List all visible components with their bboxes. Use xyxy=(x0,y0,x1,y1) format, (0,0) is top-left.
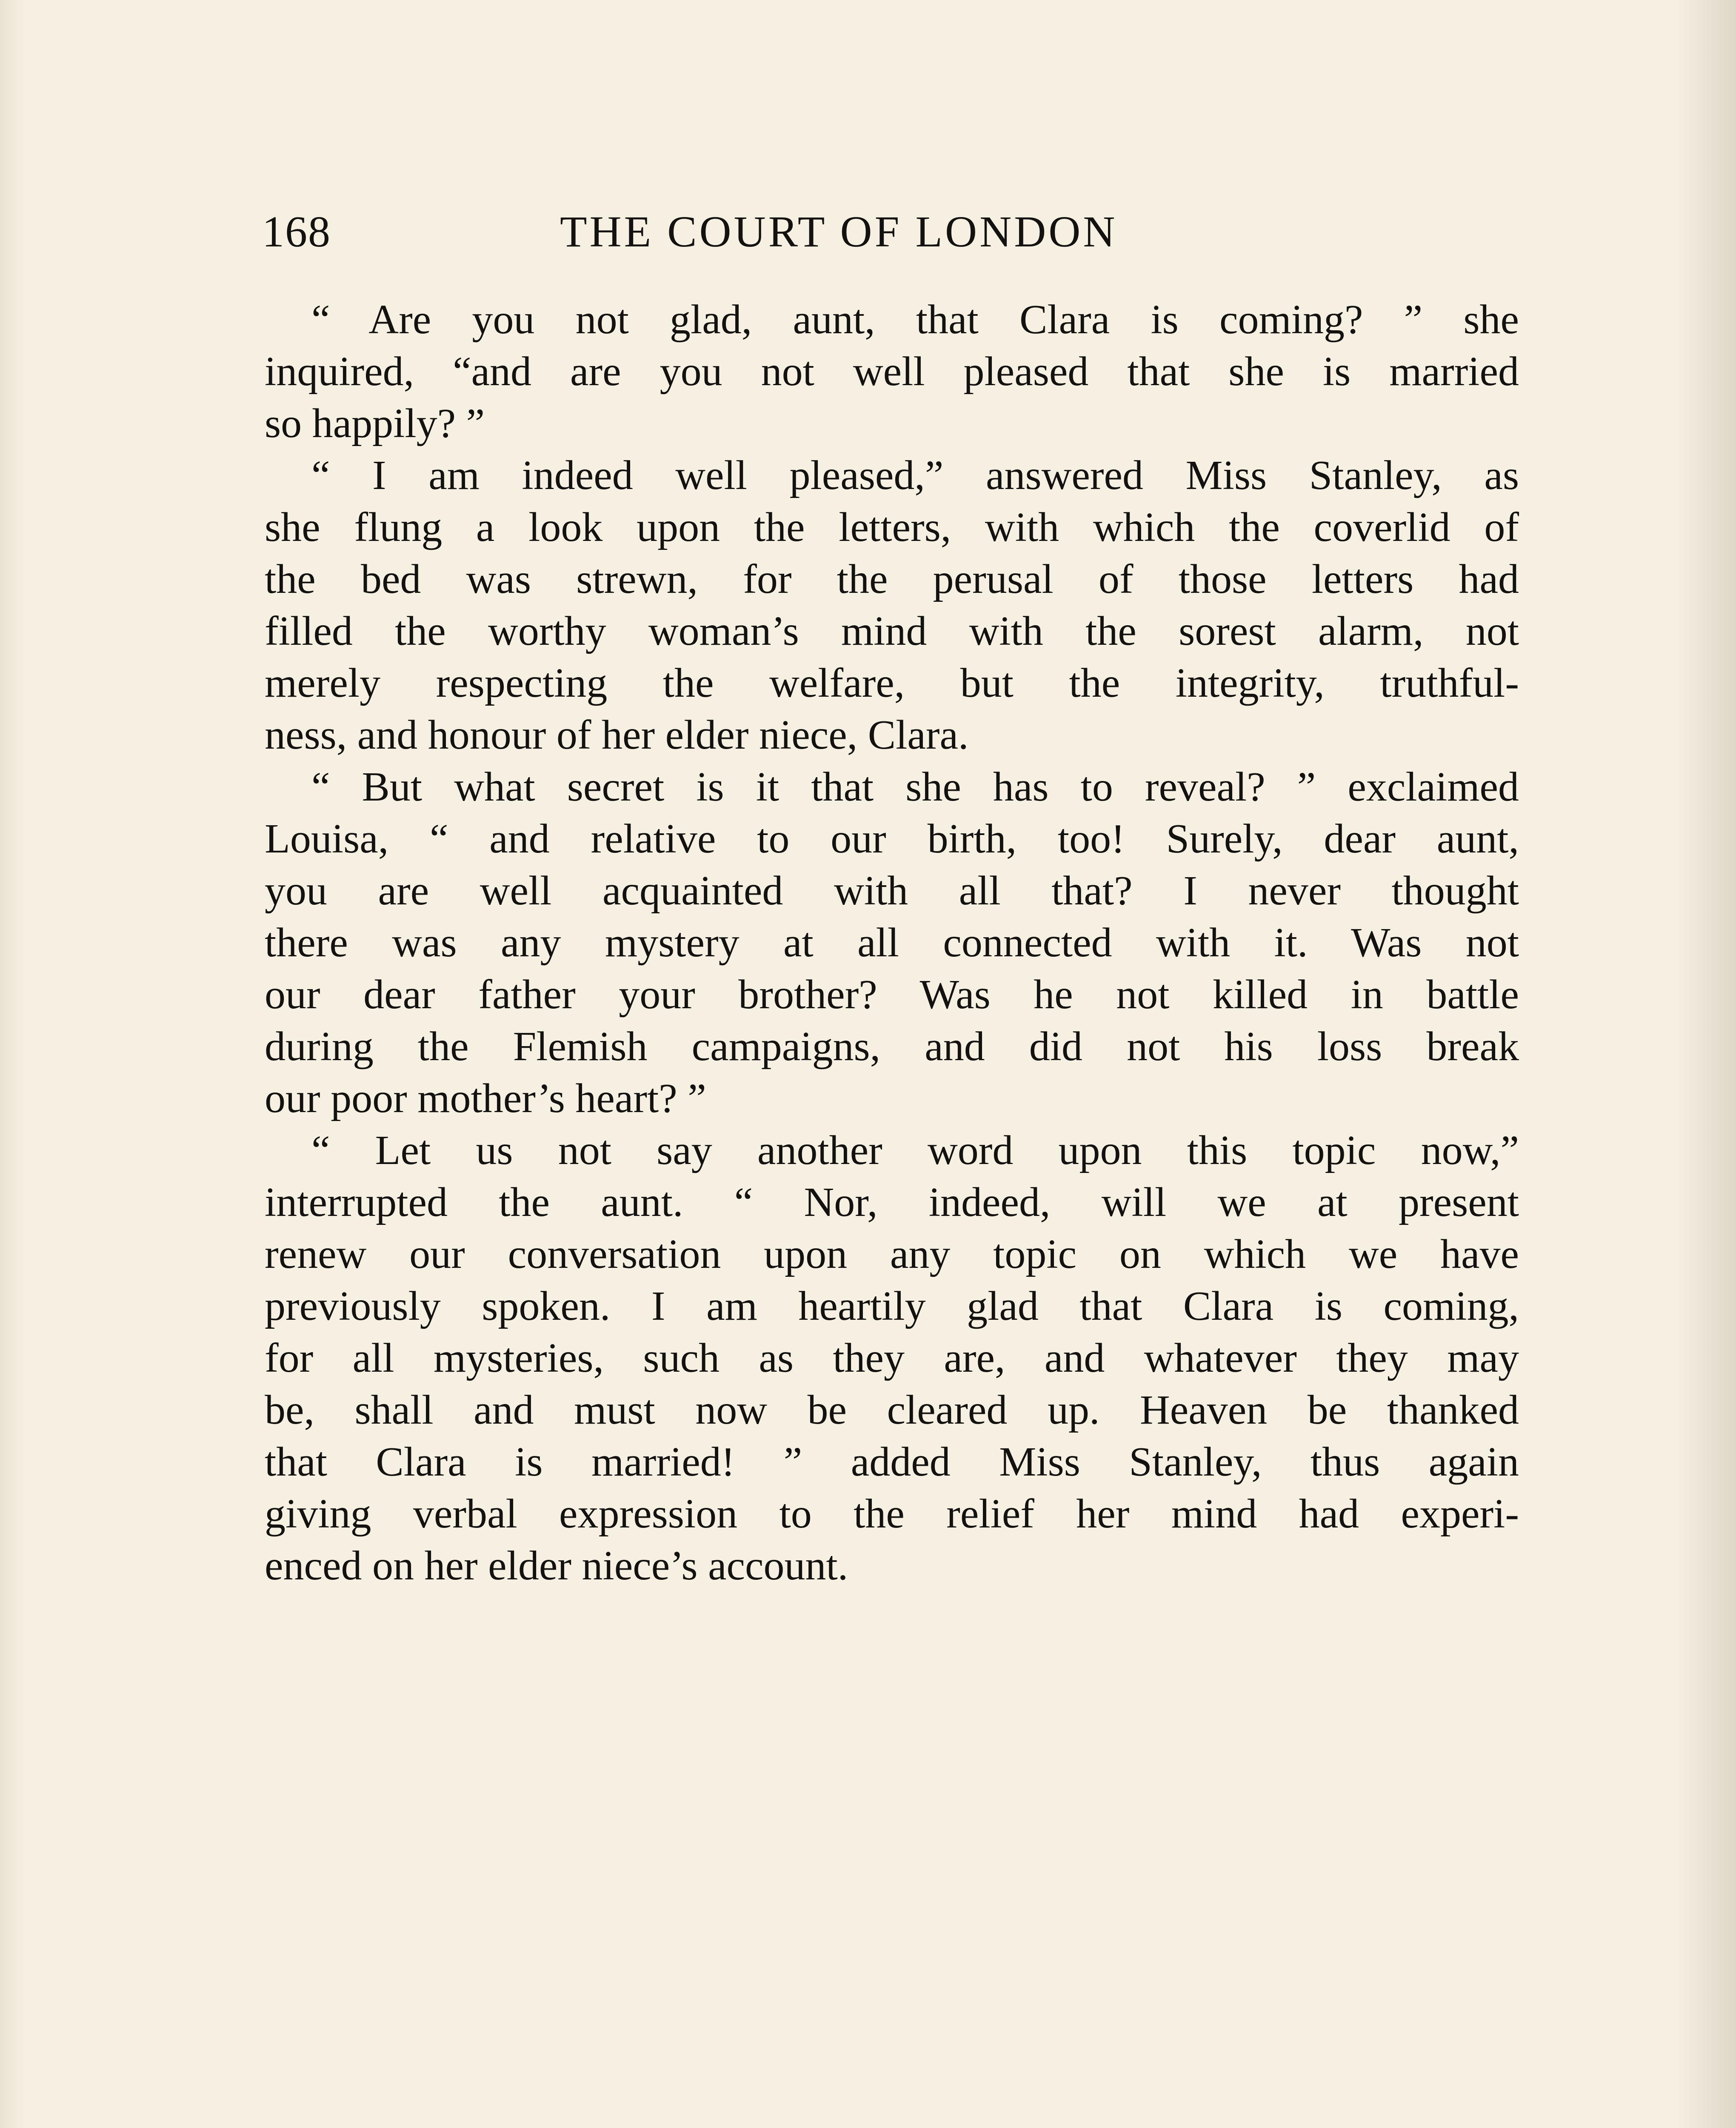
running-title: THE COURT OF LONDON xyxy=(560,207,1118,256)
page-number: 168 xyxy=(262,207,331,256)
page-edge-shadow-right xyxy=(1676,0,1736,2128)
text-line: enced on her elder niece’s account. xyxy=(265,1543,848,1589)
body-text xyxy=(265,294,1519,1592)
text-line: so happily? ” xyxy=(265,400,485,446)
text-line: giving verbal expression to the relief her mind had experi- xyxy=(265,1491,1519,1537)
text-line: the bed was strewn, for the perusal of those letters had xyxy=(265,556,1519,602)
text-line: our poor mother’s heart? ” xyxy=(265,1075,706,1121)
text-line: renew our conversation upon any topic on which we have xyxy=(265,1231,1519,1277)
text-line: for all mysteries, such as they are, and whatever they may xyxy=(265,1335,1519,1381)
text-line: be, shall and must now be cleared up. Heaven be thanked xyxy=(265,1387,1519,1433)
text-line: previously spoken. I am heartily glad that Clara is coming, xyxy=(265,1283,1519,1329)
text-line: during the Flemish campaigns, and did not his loss break xyxy=(265,1024,1519,1070)
text-line: “ But what secret is it that she has to reveal? ” exclaimed xyxy=(311,764,1519,810)
text-line: merely respecting the welfare, but the integrity, truthful- xyxy=(265,660,1519,706)
text-line: “ I am indeed well pleased,” answered Miss Stanley, as xyxy=(311,452,1519,498)
text-line: filled the worthy woman’s mind with the sorest alarm, not xyxy=(265,608,1519,654)
text-line: inquired, “and are you not well pleased that she is married xyxy=(265,349,1519,395)
text-line: Louisa, “ and relative to our birth, too! Surely, dear aunt, xyxy=(265,816,1519,862)
running-head xyxy=(262,200,1518,264)
text-line: there was any mystery at all connected with it. Was not xyxy=(265,920,1519,966)
text-line: ness, and honour of her elder niece, Clara. xyxy=(265,712,969,758)
text-line: she flung a look upon the letters, with which the coverlid of xyxy=(265,504,1519,550)
text-line: you are well acquainted with all that? I never thought xyxy=(265,868,1519,914)
page-edge-shadow-left xyxy=(0,0,26,2128)
text-line: “ Are you not glad, aunt, that Clara is coming? ” she xyxy=(311,297,1519,343)
text-line: that Clara is married! ” added Miss Stanley, thus again xyxy=(265,1439,1519,1485)
text-line: our dear father your brother? Was he not killed in battle xyxy=(265,972,1519,1018)
text-line: interrupted the aunt. “ Nor, indeed, will we at present xyxy=(265,1179,1519,1225)
text-line: “ Let us not say another word upon this topic now,” xyxy=(311,1127,1519,1173)
